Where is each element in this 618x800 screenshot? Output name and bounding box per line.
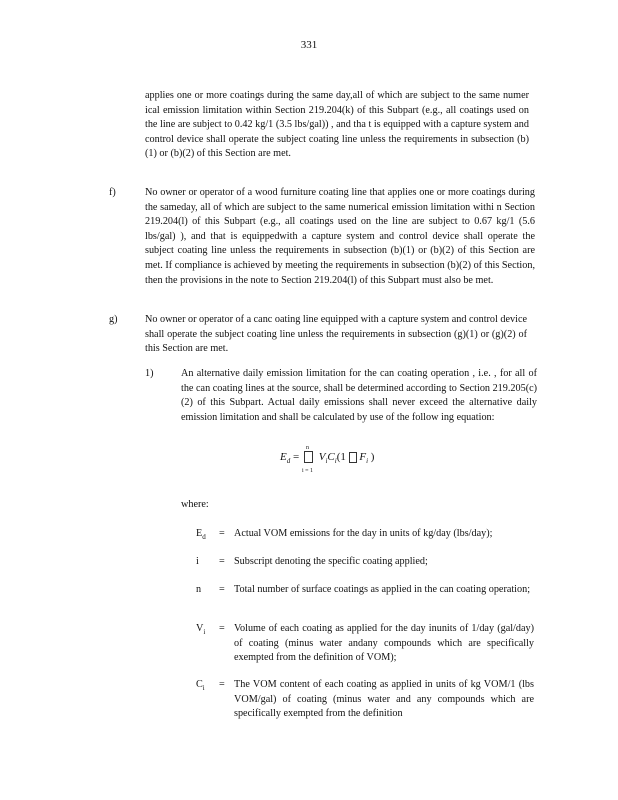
definition-equals: = bbox=[219, 623, 225, 634]
eq-paren-open: (1 bbox=[336, 451, 346, 463]
definition-equals: = bbox=[219, 528, 225, 539]
definition-equals: = bbox=[219, 584, 225, 595]
page-number: 331 bbox=[300, 39, 318, 51]
eq-c-sub: i bbox=[334, 457, 337, 466]
where-label: where: bbox=[181, 499, 209, 510]
definition-symbol: $V_i$ bbox=[196, 623, 206, 637]
definition-equals: = bbox=[219, 679, 225, 690]
definition-symbol: n bbox=[196, 584, 202, 595]
sum-top: n bbox=[305, 445, 309, 451]
definition-text: Volume of each coating as applied for the day inunits of 1/day (gal/day) of coating (minus water andany compounds which are specifically exempted from the definition of VOM); bbox=[234, 623, 534, 664]
paragraph-g-label: g) bbox=[109, 314, 118, 325]
paragraph-f: No owner or operator of a wood furniture coating line that applies one or more coatings during the sameday, all of which are subject to the same numerical emission limitation withi n Section 219.204(l) of this Subpart (e.g., all coatings used on the line are subject to 0.67 kg/1 (5.6 lbs/gal) ), and that is equippedwith a capture system and control device shall operate the subject coating line unless the requirements in subsection (b)(1) or (b)(2) of this Section are met. If compliance is achieved by meeting the requirements in subsection (b)(2) of this Section, then the provisions in the note to Section 219.204(l) of this Subpart must also be met. bbox=[145, 187, 535, 286]
eq-f-sub: i bbox=[366, 457, 369, 466]
summation bbox=[301, 445, 316, 474]
sum-bottom: i = 1 bbox=[301, 468, 314, 474]
paragraph-f-label: f) bbox=[109, 187, 116, 198]
eq-v-sub: i bbox=[325, 457, 328, 466]
paragraph-continued: applies one or more coatings during the same day,all of which are subject to the same numer ical emission limitation within Section 219.204(k) of this Subpart (e.g., all coatings used on the line are subject to 0.42 kg/1 (3.5 lbs/gal)) , and tha t is equipped with a capture system and control device shall operate the subject coating line unless the requirements in subsection (b)(1) or (b)(2) of this Section are met. bbox=[145, 90, 529, 160]
paragraph-g1: An alternative daily emission limitation for the can coating operation , i.e. , for all of the can coating lines at the source, shall be determined according to Section 219.205(c)(2) of this Subpart. Actual daily emissions shall never exceed the alternative daily emission limitation and shall be calculated by use of the follow ing equation: bbox=[181, 368, 537, 423]
paragraph-g: No owner or operator of a canc oating line equipped with a capture system and control device shall operate the subject coating line unless the requirements in subsection (g)(1) or (g)(2) of this Section are met. bbox=[145, 314, 527, 355]
paragraph-g1-label: 1) bbox=[145, 368, 154, 379]
minus-symbol bbox=[349, 452, 357, 463]
eq-lhs-sub: d bbox=[286, 457, 291, 466]
definition-symbol: $E_d$ bbox=[196, 528, 206, 542]
definition-symbol: $C_i$ bbox=[196, 679, 205, 693]
definition-text: Actual VOM emissions for the day in units of kg/day (lbs/day); bbox=[234, 528, 493, 539]
eq-equals: = bbox=[292, 451, 300, 463]
eq-f: F bbox=[359, 451, 367, 463]
equation bbox=[280, 445, 375, 474]
eq-v: V bbox=[318, 451, 326, 463]
eq-paren-close: ) bbox=[370, 451, 375, 463]
definition-equals: = bbox=[219, 556, 225, 567]
definition-symbol: i bbox=[196, 556, 199, 567]
eq-c: C bbox=[327, 451, 335, 463]
definition-text: The VOM content of each coating as applied in units of kg VOM/1 (lbs VOM/gal) of coating (minus water and any compounds which are specifically exempted from the definition bbox=[234, 679, 534, 720]
eq-lhs: E bbox=[280, 451, 287, 463]
definition-text: Total number of surface coatings as applied in the can coating operation; bbox=[234, 584, 531, 595]
definition-text: Subscript denoting the specific coating applied; bbox=[234, 556, 428, 567]
